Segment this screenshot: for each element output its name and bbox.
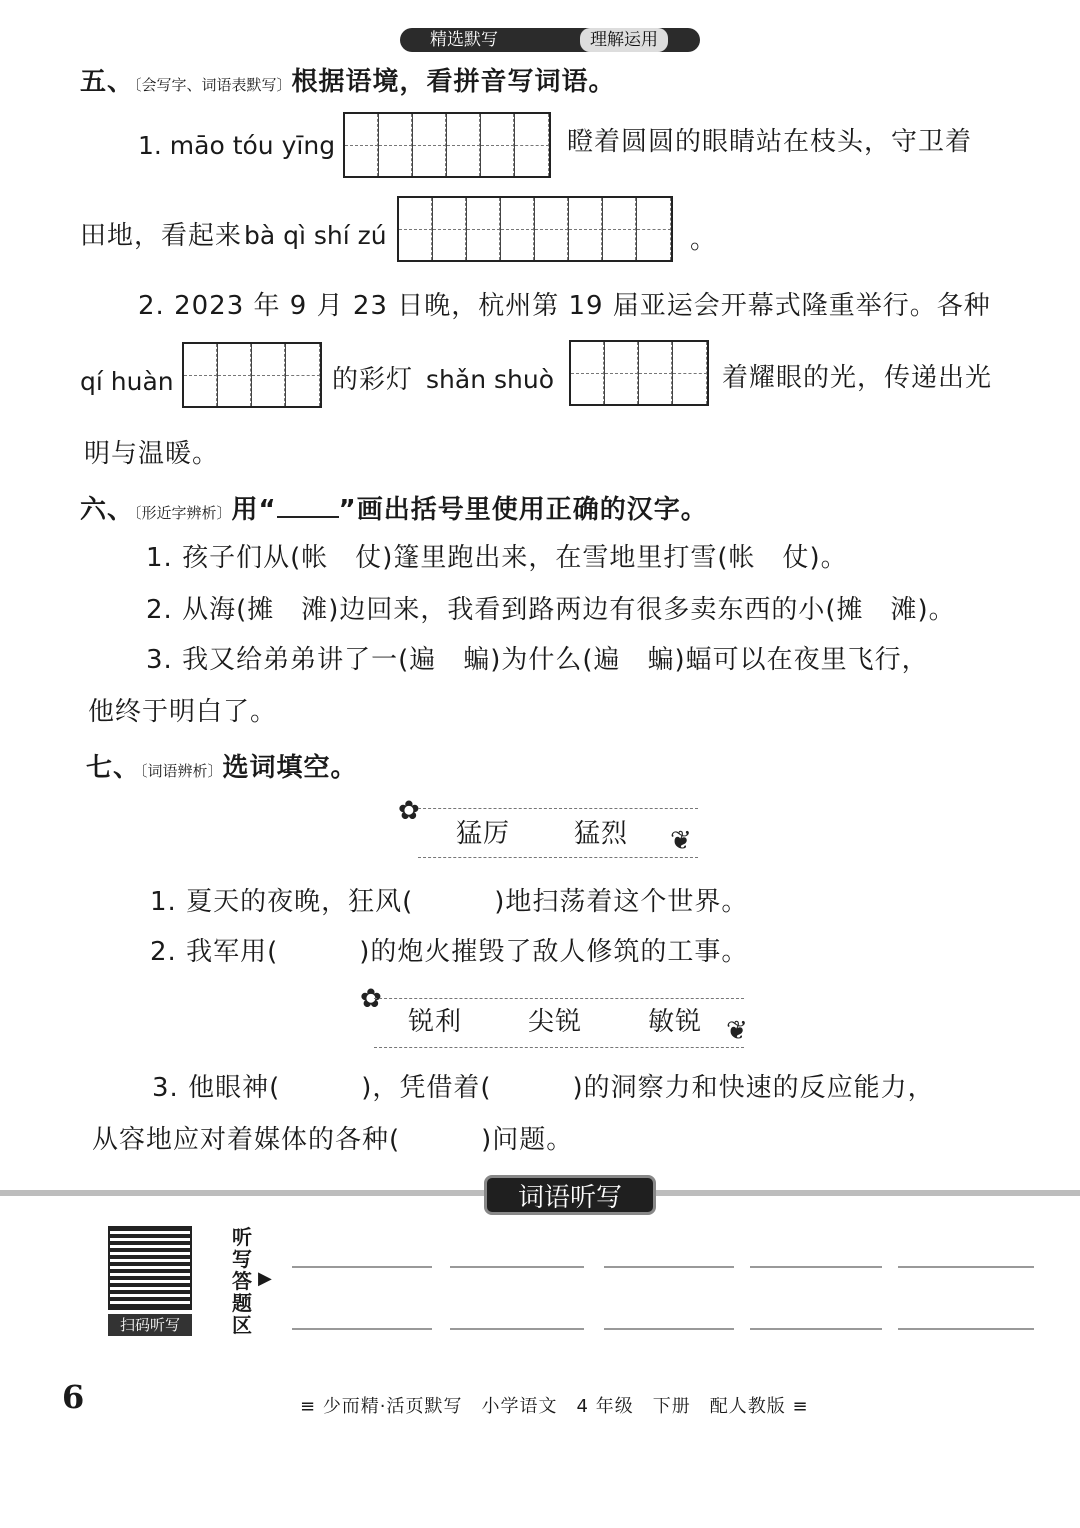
footer-book-title [300,1392,809,1418]
q7-3: 3. 他眼神( )，凭借着( )的洞察力和快速的反应能力， [152,1073,935,1103]
dictation-line[interactable] [292,1266,432,1268]
dictation-line[interactable] [898,1328,1034,1330]
dictation-title: 词语听写 [484,1175,656,1215]
dictation-line[interactable] [898,1266,1034,1268]
section-tag: 〔形近字辨析〕 [134,504,232,522]
section-6-heading [80,492,708,531]
qr-label: 扫码听写 [108,1314,192,1336]
word-option: 敏锐 [648,1007,703,1037]
q7-1: 1. 夏天的夜晚，狂风( )地扫荡着这个世界。 [150,887,749,917]
banner-right: 理解运用 [580,28,668,52]
word-option: 尖锐 [528,1007,583,1037]
section-tag: 〔词语辨析〕 [140,762,223,780]
banner-left: 精选默写 [430,30,498,50]
word-option: 猛烈 [574,819,629,849]
dictation-line[interactable] [604,1266,734,1268]
q5-2-pinyin-2: shǎn shuò [426,365,554,394]
menu-lines-icon: ≡ [300,1396,323,1417]
q5-2-text-b: 着耀眼的光，传递出光 [722,363,993,393]
menu-lines-icon: ≡ [785,1396,809,1417]
page-number: 6 [62,1378,85,1416]
section-7-heading [86,750,358,789]
word-option: 猛厉 [456,819,511,849]
arrow-right-icon: ▶ [258,1268,272,1289]
dictation-line[interactable] [604,1328,734,1330]
leaf-icon: ❦ [726,1016,748,1046]
flower-icon: ✿ [360,984,382,1014]
answer-grid[interactable] [397,196,673,262]
q5-2-text: 2. 2023 年 9 月 23 日晚，杭州第 19 届亚运会开幕式隆重举行。各种 [138,291,991,321]
dictation-line[interactable] [750,1266,882,1268]
section-number: 五、 [80,67,135,97]
q5-1-pinyin: 1. māo tóu yīng [138,131,336,160]
word-option: 锐利 [408,1007,463,1037]
section-instruction-b: ”画出括号里使用正确的汉字。 [338,495,708,525]
dictation-area-label: 听写答题区 [232,1225,252,1337]
q5-1b-end: 。 [690,225,718,255]
dictation-line[interactable] [292,1328,432,1330]
section-instruction: 选词填空。 [222,753,358,783]
q5-1b-pinyin: bà qì shí zú [244,221,387,250]
answer-grid[interactable] [569,340,709,406]
q7-2: 2. 我军用( )的炮火摧毁了敌人修筑的工事。 [150,937,749,967]
answer-grid[interactable] [182,342,322,408]
leaf-icon: ❦ [670,826,692,856]
q7-3b: 从容地应对着媒体的各种( )问题。 [92,1125,574,1155]
dictation-line[interactable] [450,1328,584,1330]
qr-code-icon[interactable] [108,1226,192,1310]
q6-2: 2. 从海(摊 滩)边回来，我看到路两边有很多卖东西的小(摊 滩)。 [146,595,956,625]
footer-text: 少而精·活页默写 小学语文 4 年级 下册 配人教版 [322,1396,786,1417]
q6-1: 1. 孩子们从(帐 仗)篷里跑出来，在雪地里打雪(帐 仗)。 [146,543,848,573]
answer-grid[interactable] [343,112,551,178]
dictation-line[interactable] [450,1266,584,1268]
section-5-heading [80,64,616,103]
q6-3: 3. 我又给弟弟讲了一(遍 蝙)为什么(遍 蝙)蝠可以在夜里飞行， [146,645,929,675]
underline-sample [277,492,339,518]
section-banner [400,28,700,52]
q5-1-text: 瞪着圆圆的眼睛站在枝头，守卫着 [567,127,973,157]
q5-1b-text: 田地，看起来 [80,221,243,251]
q5-2-pinyin-1: qí huàn [80,367,174,396]
flower-icon: ✿ [398,796,420,826]
section-tag: 〔会写字、词语表默写〕 [134,76,292,94]
section-instruction: 用“ [231,495,277,525]
dictation-line[interactable] [750,1328,882,1330]
q5-2-text-c: 明与温暖。 [84,439,220,469]
q6-3b: 他终于明白了。 [88,697,278,727]
section-number: 六、 [80,495,135,525]
section-instruction: 根据语境，看拼音写词语。 [291,67,616,97]
q5-2-mid: 的彩灯 [332,365,414,395]
section-number: 七、 [86,753,141,783]
